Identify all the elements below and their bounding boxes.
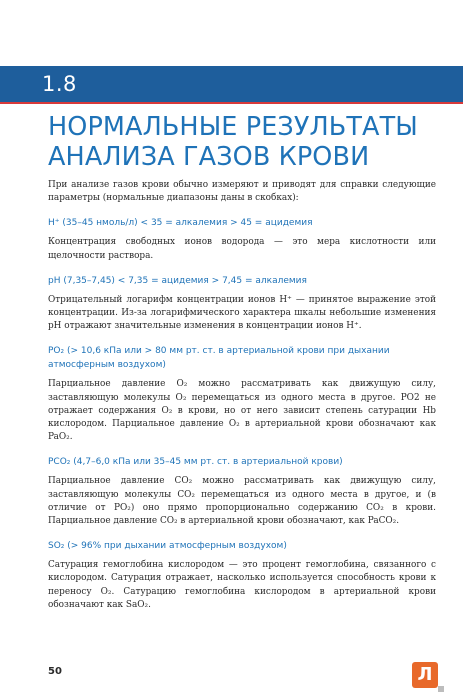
section-text: Концентрация свободных ионов водорода — это мера кислотности или щелочности раствора.	[48, 237, 436, 261]
section-text: Парциальное давление CO₂ можно рассматривать как движущую силу, заставляющую молекулы CO₂ перемещаться из одного места в другое, и (в отличие от PO₂) оно прямо пропорционально содержанию CO₂ в крови. Парциальное давление CO₂ в артериальной крови обозначают, как PaCO₂.	[48, 476, 436, 527]
section-po2	[48, 344, 436, 444]
section-so2	[48, 539, 436, 612]
page-content	[48, 112, 436, 612]
section-heading	[48, 455, 436, 469]
section-heading-text: pH (7,35–7,45) < 7,35 = ацидемия > 7,45 = алкалемия	[48, 275, 307, 286]
page-number: 50	[48, 666, 62, 677]
page-title	[48, 112, 436, 172]
section-heading-text: PCO₂ (4,7–6,0 кПа или 35–45 мм рт. ст. в артериальной крови)	[48, 457, 343, 468]
section-text: Отрицательный логарифм концентрации ионов H⁺ — принятое выражение этой концентрации. Из-за логарифмического характера шкалы небольшие изменения pH отражают значительные изменения в концентрации ионов H⁺.	[48, 294, 436, 332]
chapter-bar	[0, 66, 463, 102]
section-heading-text: SO₂ (> 96% при дыхании атмосферным воздухом)	[48, 541, 287, 552]
section-heading	[48, 274, 436, 288]
section-heading-text: H⁺ (35–45 нмоль/л) < 35 = алкалемия > 45 = ацидемия	[48, 218, 313, 229]
title-line-2: АНАЛИЗА ГАЗОВ КРОВИ	[48, 142, 370, 172]
publisher-logo-icon: Л	[412, 662, 438, 688]
section-heading-tail: атмосферным воздухом)	[48, 360, 166, 371]
title-line-1: НОРМАЛЬНЫЕ РЕЗУЛЬТАТЫ	[48, 112, 418, 142]
section-h-ion	[48, 216, 436, 262]
section-heading	[48, 216, 436, 230]
logo-shadow	[438, 686, 444, 692]
section-pco2	[48, 455, 436, 528]
section-heading	[48, 344, 436, 372]
section-text: Парциальное давление O₂ можно рассматривать как движущую силу, заставляющую молекулы O₂ перемещаться из одного места в другое. PO2 не отражает содержания O₂ в крови, но от него зависит степень сатурации Hb кислородом. Парциальное давление O₂ в артериальной крови обозначают как PaO₂.	[48, 379, 436, 443]
section-ph	[48, 274, 436, 334]
top-margin	[0, 0, 463, 66]
section-heading-text: PO₂ (> 10,6 кПа или > 80 мм рт. ст. в артериальной крови при дыхании	[48, 346, 390, 357]
section-text: Сатурация гемоглобина кислородом — это процент гемоглобина, связанного с кислородом. Сатурация отражает, насколько используется способность крови к переносу O₂. Сатурацию гемоглобина кислородом в артериальной крови обозначают как SaO₂.	[48, 560, 436, 610]
intro-paragraph: При анализе газов крови обычно измеряют и приводят для справки следующие параметры (нормальные диапазоны даны в скобках):	[48, 180, 436, 204]
chapter-number: 1.8	[42, 72, 77, 96]
section-heading	[48, 539, 436, 553]
divider-rule	[0, 102, 463, 104]
